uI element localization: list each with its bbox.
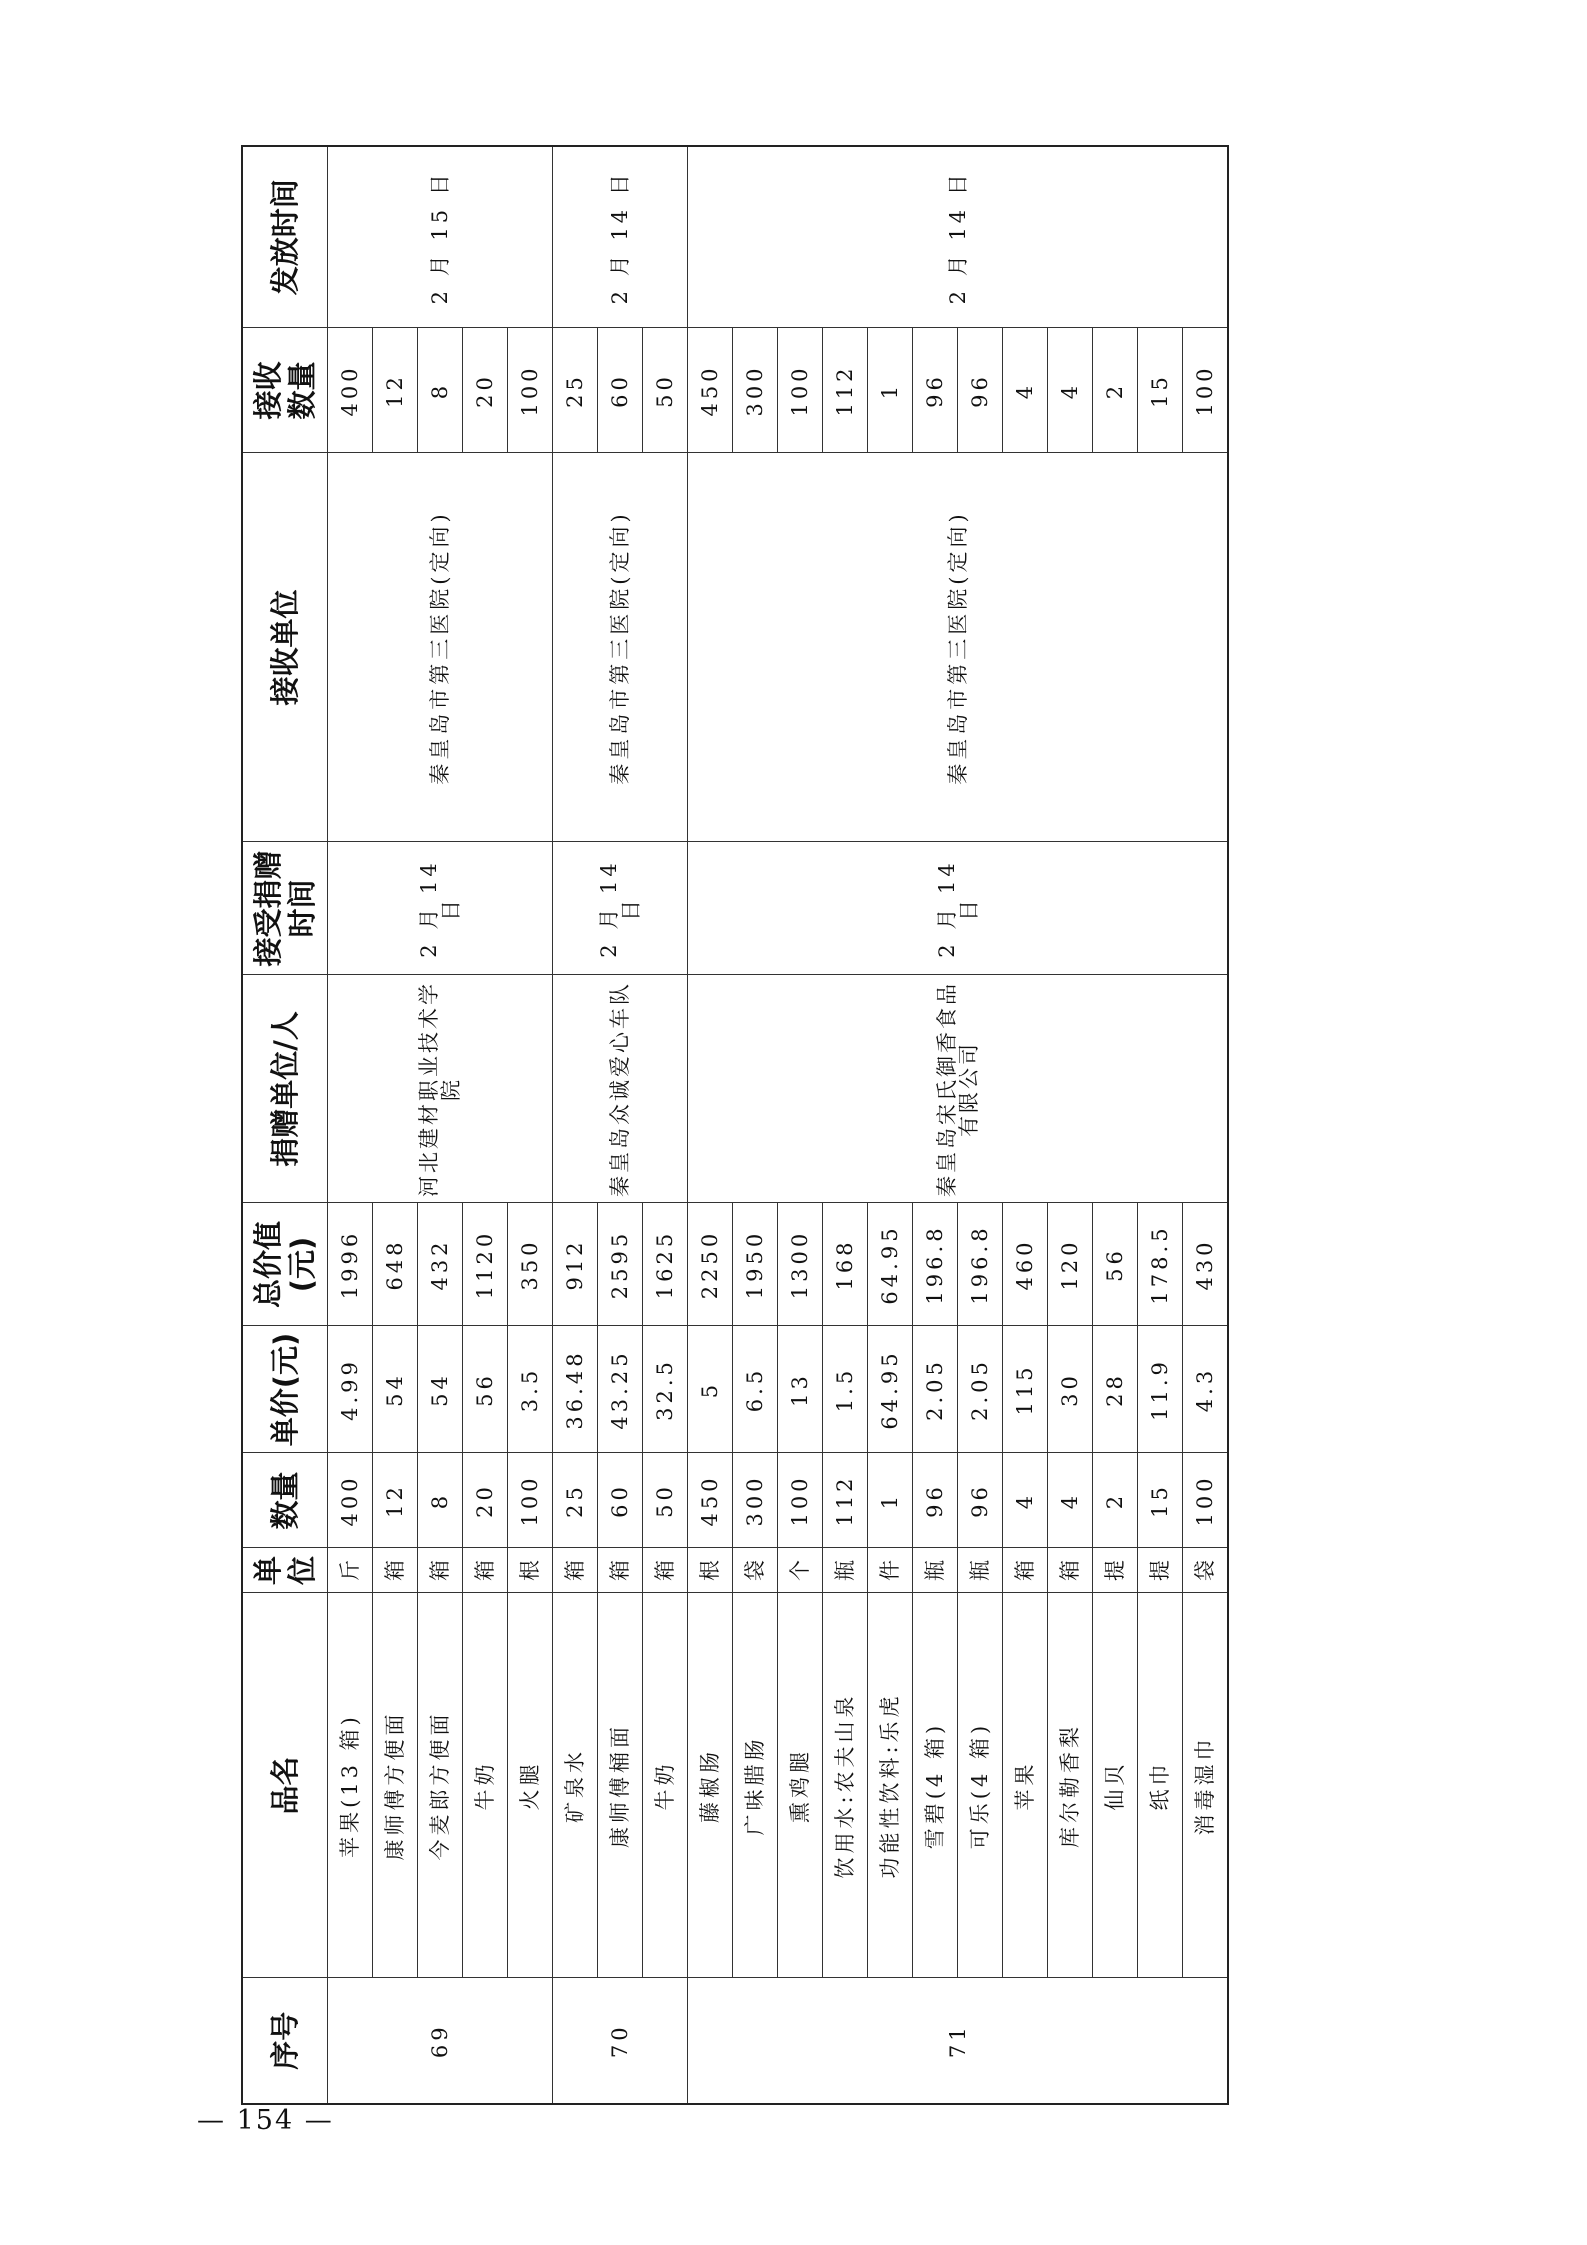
header-receive-time: 接受捐赠 时间 bbox=[242, 842, 328, 975]
item-name: 纸巾 bbox=[1138, 1593, 1183, 1978]
header-seq: 序号 bbox=[242, 1978, 328, 2104]
item-unit: 个 bbox=[778, 1548, 823, 1593]
receive-qty: 2 bbox=[1093, 328, 1138, 453]
item-price: 36.48 bbox=[553, 1326, 598, 1453]
item-unit: 瓶 bbox=[958, 1548, 1003, 1593]
item-total: 2595 bbox=[598, 1203, 643, 1326]
item-name: 康师傅方便面 bbox=[373, 1593, 418, 1978]
item-name: 牛奶 bbox=[643, 1593, 688, 1978]
item-total: 648 bbox=[373, 1203, 418, 1326]
item-name: 库尔勒香梨 bbox=[1048, 1593, 1093, 1978]
item-name: 今麦郎方便面 bbox=[418, 1593, 463, 1978]
item-price: 13 bbox=[778, 1326, 823, 1453]
receive-qty: 112 bbox=[823, 328, 868, 453]
receive-time-cell: 2 月 14 日 bbox=[328, 842, 553, 975]
item-unit: 件 bbox=[868, 1548, 913, 1593]
item-name: 广味腊肠 bbox=[733, 1593, 778, 1978]
item-price: 56 bbox=[463, 1326, 508, 1453]
item-total: 120 bbox=[1048, 1203, 1093, 1326]
item-price: 3.5 bbox=[508, 1326, 553, 1453]
item-price: 5 bbox=[688, 1326, 733, 1453]
header-issue-time: 发放时间 bbox=[242, 146, 328, 328]
item-unit: 根 bbox=[508, 1548, 553, 1593]
item-name: 藤椒肠 bbox=[688, 1593, 733, 1978]
item-qty: 2 bbox=[1093, 1453, 1138, 1548]
item-total: 1996 bbox=[328, 1203, 373, 1326]
item-total: 460 bbox=[1003, 1203, 1048, 1326]
item-qty: 400 bbox=[328, 1453, 373, 1548]
item-total: 1950 bbox=[733, 1203, 778, 1326]
receive-qty: 450 bbox=[688, 328, 733, 453]
item-unit: 箱 bbox=[553, 1548, 598, 1593]
receive-qty: 20 bbox=[463, 328, 508, 453]
item-name: 功能性饮料:乐虎 bbox=[868, 1593, 913, 1978]
header-receiver: 接收单位 bbox=[242, 453, 328, 842]
item-total: 196.8 bbox=[958, 1203, 1003, 1326]
item-name: 熏鸡腿 bbox=[778, 1593, 823, 1978]
seq-cell: 70 bbox=[553, 1978, 688, 2104]
item-qty: 4 bbox=[1003, 1453, 1048, 1548]
item-total: 56 bbox=[1093, 1203, 1138, 1326]
item-name: 饮用水:农夫山泉 bbox=[823, 1593, 868, 1978]
header-unit: 单 位 bbox=[242, 1548, 328, 1593]
table-row bbox=[553, 146, 598, 2104]
receive-qty: 300 bbox=[733, 328, 778, 453]
item-price: 64.95 bbox=[868, 1326, 913, 1453]
item-qty: 4 bbox=[1048, 1453, 1093, 1548]
receive-qty: 96 bbox=[913, 328, 958, 453]
item-qty: 50 bbox=[643, 1453, 688, 1548]
header-qty: 数量 bbox=[242, 1453, 328, 1548]
item-price: 11.9 bbox=[1138, 1326, 1183, 1453]
item-qty: 96 bbox=[913, 1453, 958, 1548]
table-row bbox=[688, 146, 733, 2104]
item-price: 54 bbox=[373, 1326, 418, 1453]
header-price: 单价(元) bbox=[242, 1326, 328, 1453]
item-unit: 根 bbox=[688, 1548, 733, 1593]
item-name: 消毒湿巾 bbox=[1183, 1593, 1229, 1978]
receive-qty: 25 bbox=[553, 328, 598, 453]
item-qty: 112 bbox=[823, 1453, 868, 1548]
donor-cell: 河北建材职业技术学院 bbox=[328, 975, 553, 1203]
item-price: 115 bbox=[1003, 1326, 1048, 1453]
item-qty: 15 bbox=[1138, 1453, 1183, 1548]
receiver-cell: 秦皇岛市第三医院(定向) bbox=[688, 453, 1229, 842]
item-price: 6.5 bbox=[733, 1326, 778, 1453]
item-qty: 60 bbox=[598, 1453, 643, 1548]
item-total: 912 bbox=[553, 1203, 598, 1326]
item-name: 苹果 bbox=[1003, 1593, 1048, 1978]
receive-qty: 12 bbox=[373, 328, 418, 453]
receiver-cell: 秦皇岛市第三医院(定向) bbox=[553, 453, 688, 842]
item-unit: 箱 bbox=[1003, 1548, 1048, 1593]
receive-qty: 50 bbox=[643, 328, 688, 453]
item-unit: 瓶 bbox=[823, 1548, 868, 1593]
item-name: 可乐(4 箱) bbox=[958, 1593, 1003, 1978]
item-qty: 450 bbox=[688, 1453, 733, 1548]
receive-qty: 4 bbox=[1048, 328, 1093, 453]
item-qty: 20 bbox=[463, 1453, 508, 1548]
issue-time-cell: 2 月 14 日 bbox=[688, 146, 1229, 328]
item-qty: 100 bbox=[778, 1453, 823, 1548]
item-name: 苹果(13 箱) bbox=[328, 1593, 373, 1978]
item-total: 2250 bbox=[688, 1203, 733, 1326]
item-price: 30 bbox=[1048, 1326, 1093, 1453]
item-unit: 箱 bbox=[373, 1548, 418, 1593]
item-total: 432 bbox=[418, 1203, 463, 1326]
donation-table bbox=[241, 145, 1229, 2105]
item-name: 火腿 bbox=[508, 1593, 553, 1978]
header-receive-qty: 接收 数量 bbox=[242, 328, 328, 453]
item-price: 2.05 bbox=[913, 1326, 958, 1453]
item-unit: 箱 bbox=[418, 1548, 463, 1593]
item-unit: 袋 bbox=[733, 1548, 778, 1593]
item-price: 4.3 bbox=[1183, 1326, 1229, 1453]
item-price: 2.05 bbox=[958, 1326, 1003, 1453]
header-name: 品名 bbox=[242, 1593, 328, 1978]
item-total: 430 bbox=[1183, 1203, 1229, 1326]
item-unit: 袋 bbox=[1183, 1548, 1229, 1593]
item-unit: 提 bbox=[1138, 1548, 1183, 1593]
item-unit: 箱 bbox=[598, 1548, 643, 1593]
item-total: 1120 bbox=[463, 1203, 508, 1326]
item-unit: 箱 bbox=[643, 1548, 688, 1593]
page-number: — 154 — bbox=[197, 2105, 334, 2136]
header-total: 总价值 (元) bbox=[242, 1203, 328, 1326]
item-qty: 100 bbox=[1183, 1453, 1229, 1548]
item-unit: 瓶 bbox=[913, 1548, 958, 1593]
table-row bbox=[328, 146, 373, 2104]
receiver-cell: 秦皇岛市第三医院(定向) bbox=[328, 453, 553, 842]
item-total: 196.8 bbox=[913, 1203, 958, 1326]
item-price: 32.5 bbox=[643, 1326, 688, 1453]
item-name: 矿泉水 bbox=[553, 1593, 598, 1978]
receive-qty: 4 bbox=[1003, 328, 1048, 453]
item-unit: 斤 bbox=[328, 1548, 373, 1593]
receive-qty: 100 bbox=[508, 328, 553, 453]
item-total: 1300 bbox=[778, 1203, 823, 1326]
item-qty: 96 bbox=[958, 1453, 1003, 1548]
receive-qty: 15 bbox=[1138, 328, 1183, 453]
receive-time-cell: 2 月 14 日 bbox=[688, 842, 1229, 975]
item-unit: 箱 bbox=[1048, 1548, 1093, 1593]
receive-qty: 60 bbox=[598, 328, 643, 453]
item-price: 54 bbox=[418, 1326, 463, 1453]
donor-cell: 秦皇岛众诚爱心车队 bbox=[553, 975, 688, 1203]
receive-qty: 100 bbox=[1183, 328, 1229, 453]
item-price: 4.99 bbox=[328, 1326, 373, 1453]
header-row bbox=[242, 146, 328, 2104]
header-donor: 捐赠单位/人 bbox=[242, 975, 328, 1203]
item-qty: 1 bbox=[868, 1453, 913, 1548]
item-qty: 8 bbox=[418, 1453, 463, 1548]
item-name: 仙贝 bbox=[1093, 1593, 1138, 1978]
receive-time-cell: 2 月 14 日 bbox=[553, 842, 688, 975]
issue-time-cell: 2 月 14 日 bbox=[553, 146, 688, 328]
receive-qty: 400 bbox=[328, 328, 373, 453]
receive-qty: 100 bbox=[778, 328, 823, 453]
rotated-page-content bbox=[241, 147, 1224, 2105]
item-total: 64.95 bbox=[868, 1203, 913, 1326]
item-name: 牛奶 bbox=[463, 1593, 508, 1978]
seq-cell: 71 bbox=[688, 1978, 1229, 2104]
issue-time-cell: 2 月 15 日 bbox=[328, 146, 553, 328]
item-total: 350 bbox=[508, 1203, 553, 1326]
item-unit: 提 bbox=[1093, 1548, 1138, 1593]
item-total: 178.5 bbox=[1138, 1203, 1183, 1326]
item-total: 1625 bbox=[643, 1203, 688, 1326]
seq-cell: 69 bbox=[328, 1978, 553, 2104]
item-total: 168 bbox=[823, 1203, 868, 1326]
receive-qty: 8 bbox=[418, 328, 463, 453]
donor-cell: 秦皇岛宋氏御香食品有限公司 bbox=[688, 975, 1229, 1203]
item-qty: 300 bbox=[733, 1453, 778, 1548]
item-price: 28 bbox=[1093, 1326, 1138, 1453]
item-qty: 25 bbox=[553, 1453, 598, 1548]
receive-qty: 1 bbox=[868, 328, 913, 453]
item-name: 康师傅桶面 bbox=[598, 1593, 643, 1978]
item-unit: 箱 bbox=[463, 1548, 508, 1593]
item-qty: 12 bbox=[373, 1453, 418, 1548]
item-price: 43.25 bbox=[598, 1326, 643, 1453]
item-qty: 100 bbox=[508, 1453, 553, 1548]
item-name: 雪碧(4 箱) bbox=[913, 1593, 958, 1978]
item-price: 1.5 bbox=[823, 1326, 868, 1453]
receive-qty: 96 bbox=[958, 328, 1003, 453]
